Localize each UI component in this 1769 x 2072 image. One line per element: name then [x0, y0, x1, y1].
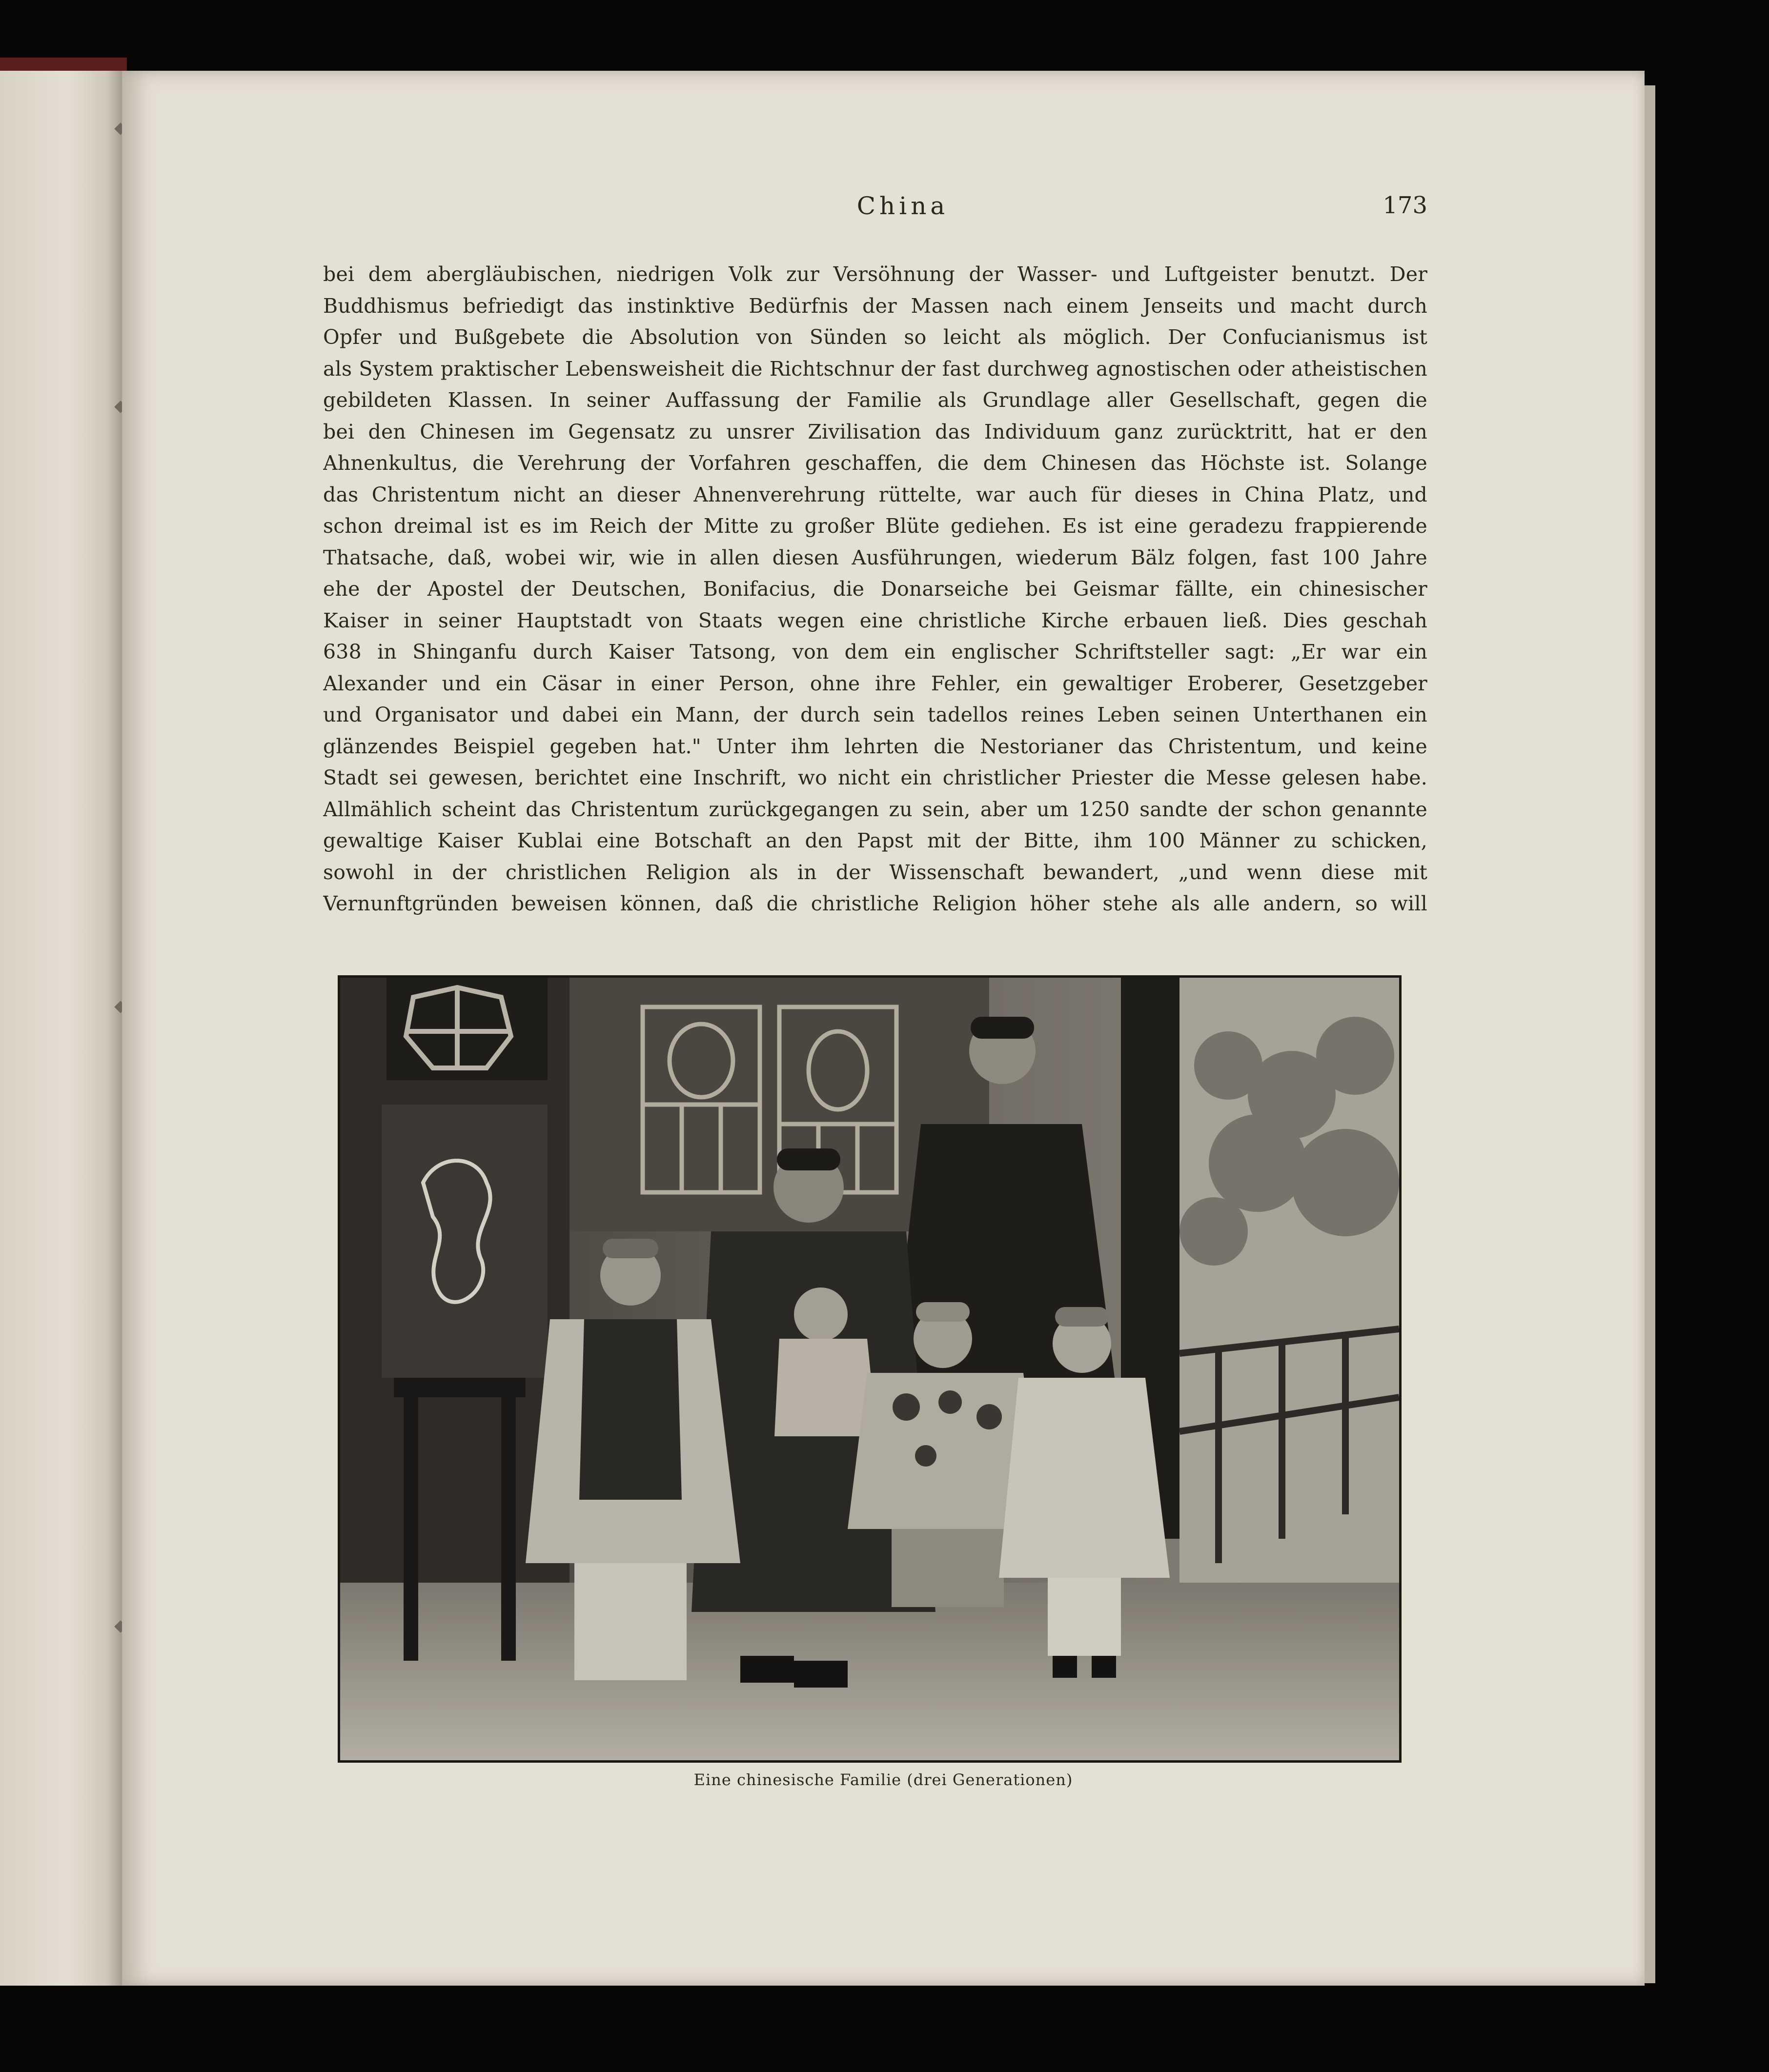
- book-cover-edge: [0, 58, 127, 72]
- body-text: [323, 259, 1427, 920]
- text-line: Vernunftgründen beweisen können, daß die christliche Religion höher stehe als alle andern, so will: [323, 892, 1427, 915]
- running-head-title: China: [856, 192, 949, 220]
- text-line: bei den Chinesen im Gegensatz zu unsrer Zivilisation das Individuum ganz zurücktritt, hat er den: [323, 420, 1427, 443]
- family-photograph: [338, 975, 1402, 1763]
- text-line: Stadt sei gewesen, berichtet eine Inschrift, wo nicht ein christlicher Priester die Messe gelesen habe.: [323, 766, 1427, 789]
- text-line: und Organisator und dabei ein Mann, der durch sein tadellos reines Leben seinen Unterthanen ein: [323, 703, 1427, 726]
- page-edge: [1645, 85, 1655, 1983]
- text-line: gewaltige Kaiser Kublai eine Botschaft an den Papst mit der Bitte, ihm 100 Männer zu schicken,: [323, 829, 1427, 852]
- text-line: glänzendes Beispiel gegeben hat." Unter ihm lehrten die Nestorianer das Christentum, und keine: [323, 734, 1427, 758]
- text-line: Buddhismus befriedigt das instinktive Bedürfnis der Massen nach einem Jenseits und macht durch: [323, 294, 1427, 318]
- text-line: Allmählich scheint das Christentum zurückgegangen zu sein, aber um 1250 sandte der schon genannte: [323, 797, 1427, 821]
- figure-caption: Eine chinesische Familie (drei Generationen): [693, 1770, 1073, 1789]
- text-line: schon dreimal ist es im Reich der Mitte zu großer Blüte gediehen. Es ist eine geradezu frappierende: [323, 514, 1427, 538]
- text-line: Kaiser in seiner Hauptstadt von Staats wegen eine christliche Kirche erbauen ließ. Dies geschah: [323, 608, 1427, 632]
- text-line: gebildeten Klassen. In seiner Auffassung der Familie als Grundlage aller Gesellschaft, gegen die: [323, 388, 1427, 412]
- text-line: 638 in Shinganfu durch Kaiser Tatsong, von dem ein englischer Schriftsteller sagt: „Er war ein: [323, 640, 1427, 664]
- page-number: 173: [1383, 192, 1427, 219]
- text-line: sowohl in der christlichen Religion als in der Wissenschaft bewandert, „und wenn diese mit: [323, 860, 1427, 884]
- facing-page: [0, 71, 122, 1986]
- text-line: Alexander und ein Cäsar in einer Person, ohne ihre Fehler, ein gewaltiger Eroberer, Gesetzgeber: [323, 671, 1427, 695]
- text-line: als System praktischer Lebensweisheit die Richtschnur der fast durchweg agnostischen oder atheistischen: [323, 357, 1427, 381]
- running-head: [122, 192, 1645, 226]
- text-line: bei dem abergläubischen, niedrigen Volk zur Versöhnung der Wasser- und Luftgeister benutzt. Der: [323, 262, 1427, 286]
- text-line: Ahnenkultus, die Verehrung der Vorfahren geschaffen, die dem Chinesen das Höchste ist. Solange: [323, 451, 1427, 475]
- text-line: Thatsache, daß, wobei wir, wie in allen diesen Ausführungen, wiederum Bälz folgen, fast 100 Jahre: [323, 545, 1427, 569]
- text-line: ehe der Apostel der Deutschen, Bonifacius, die Donarseiche bei Geismar fällte, ein chinesischer: [323, 577, 1427, 601]
- book-page: [122, 71, 1645, 1986]
- text-line: das Christentum nicht an dieser Ahnenverehrung rüttelte, war auch für dieses in China Platz, und: [323, 483, 1427, 506]
- text-line: Opfer und Bußgebete die Absolution von Sünden so leicht als möglich. Der Confucianismus ist: [323, 325, 1427, 349]
